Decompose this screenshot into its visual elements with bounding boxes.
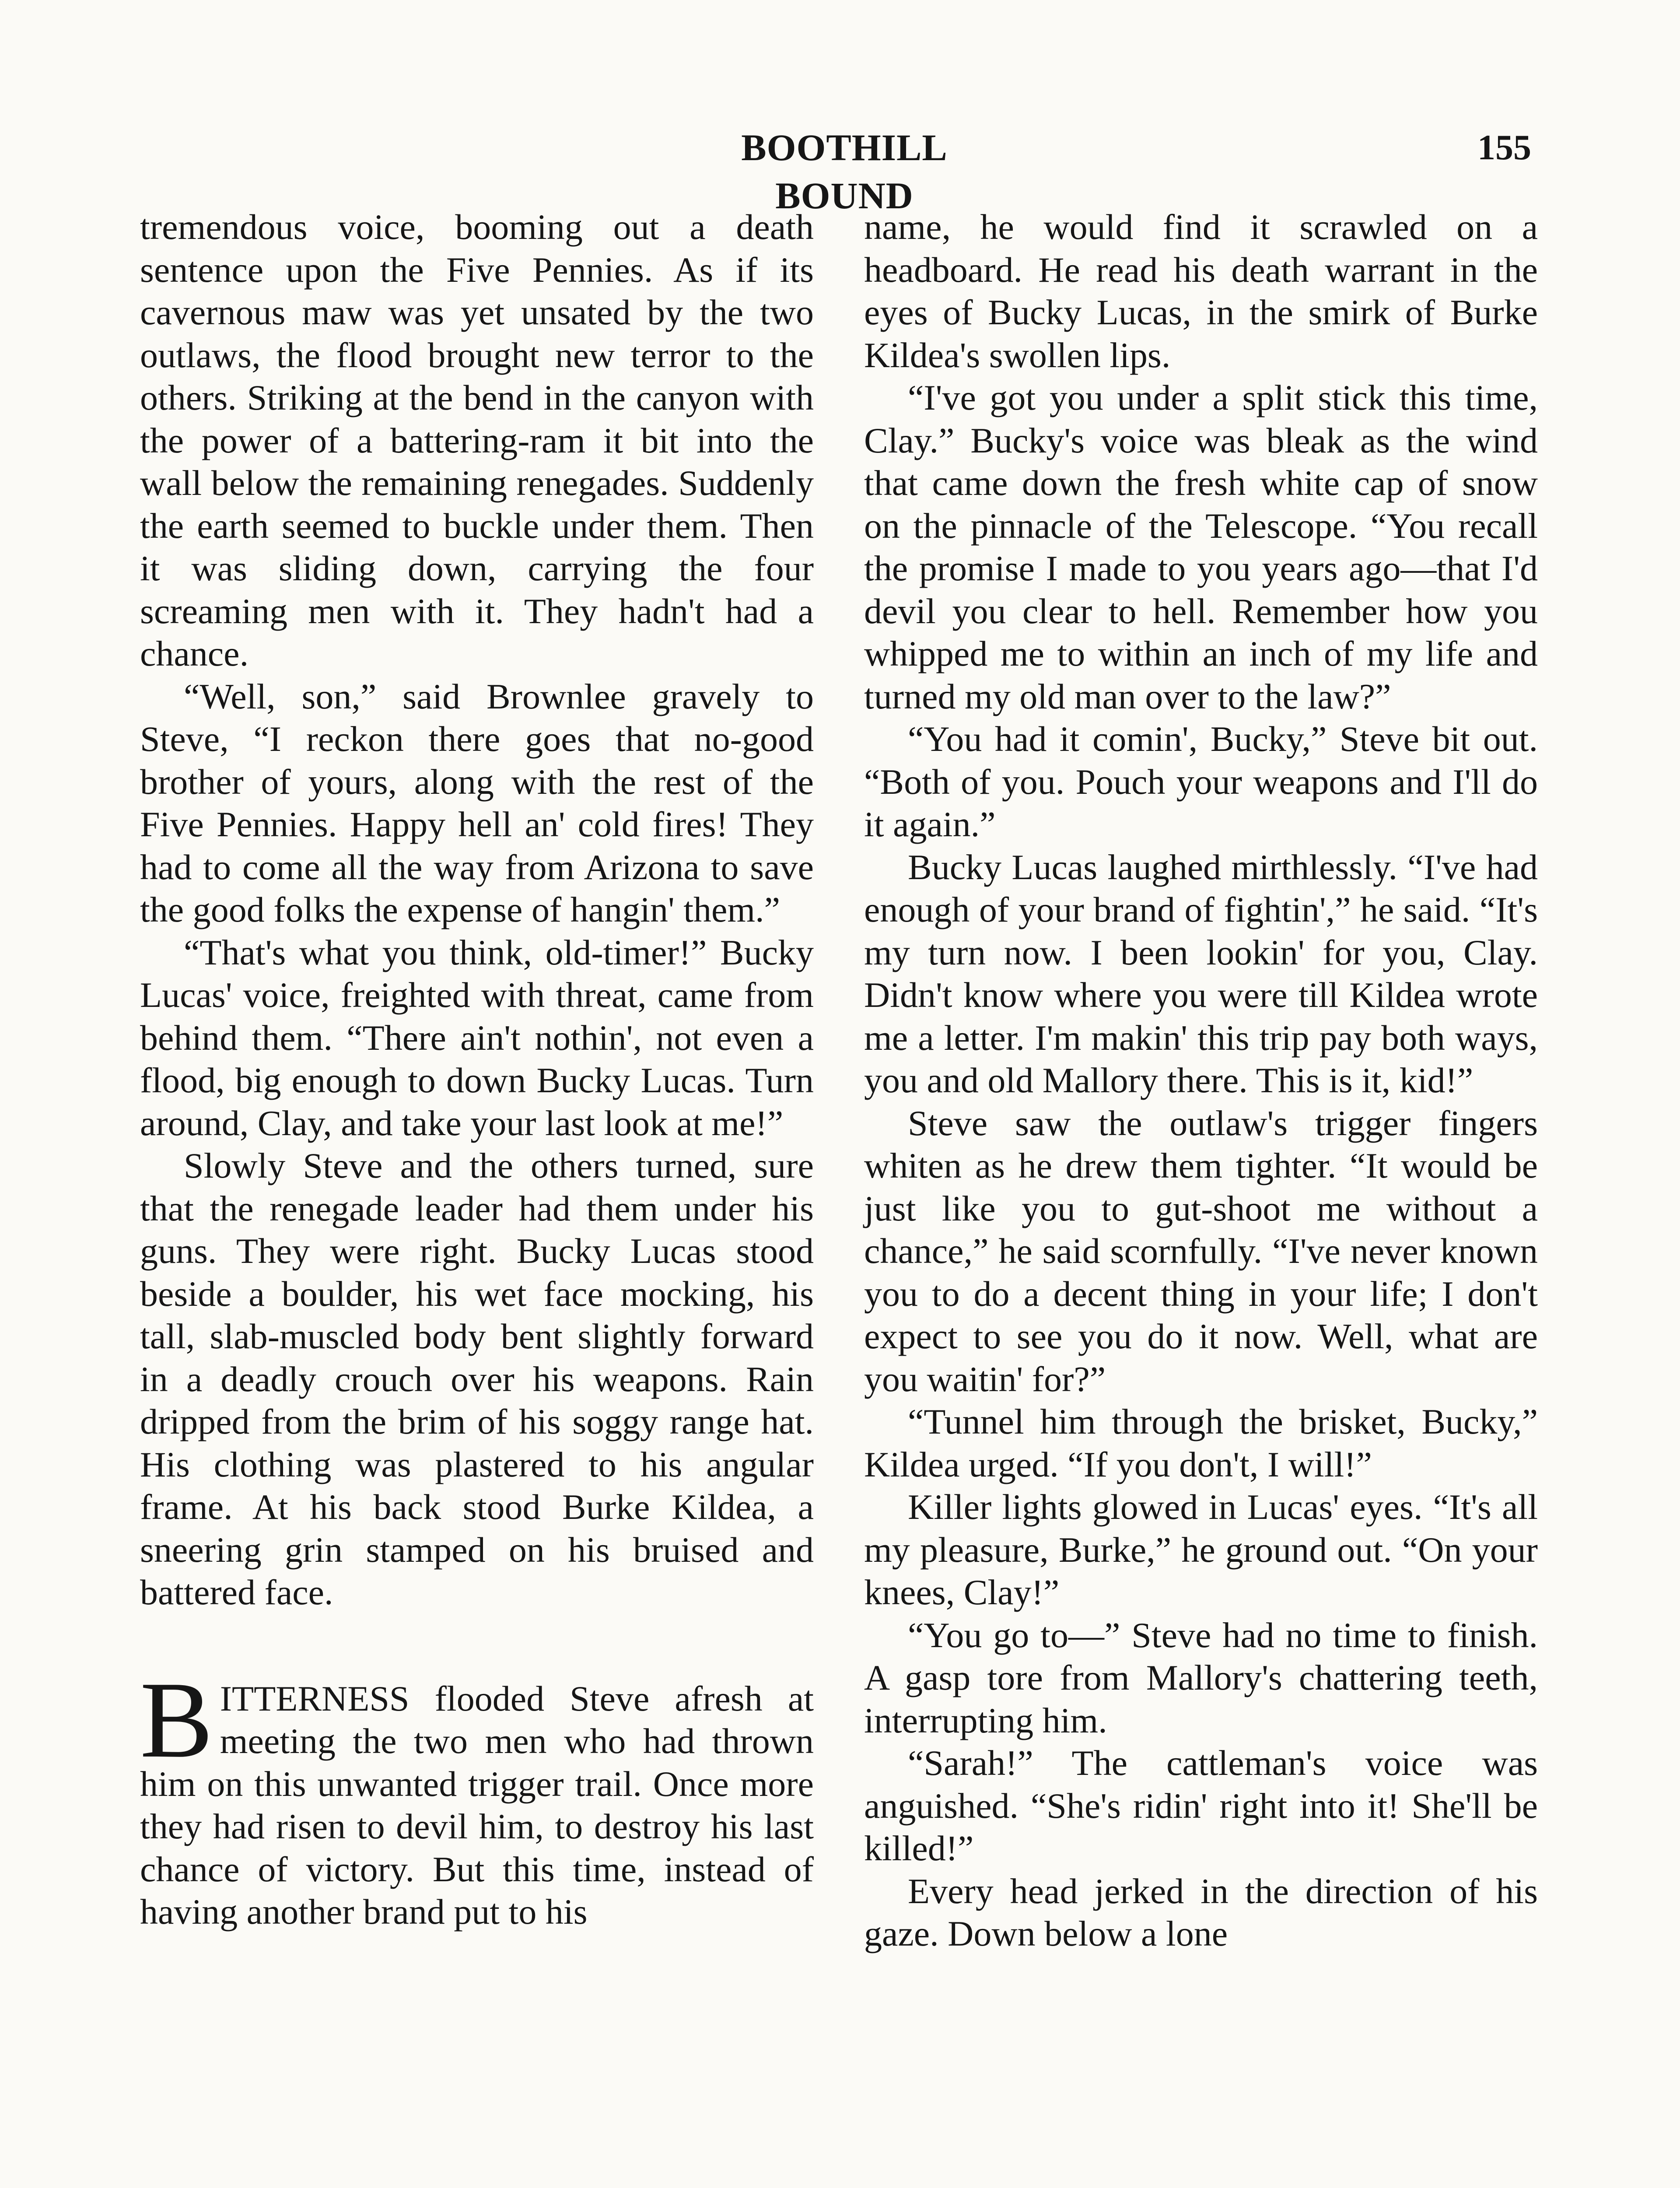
paragraph: Slowly Steve and the others turned, sure that the renegade leader had them under his guns. They were right. Bucky Lucas stood beside a boulder, his wet face mocking, his tall, slab-muscled body bent slightly forward in a deadly crouch over his weapons. Rain dripped from the brim of his soggy range hat. His clothing was plastered to his angular frame. At his back stood Burke Kildea, a sneering grin stamped on his bruised and battered face. <box>140 1146 814 1612</box>
paragraph: name, he would find it scrawled on a headboard. He read his death warrant in the eyes of Bucky Lucas, in the smirk of Burke Kildea's swollen lips. <box>864 207 1538 375</box>
paragraph: Steve saw the outlaw's trigger fingers whiten as he drew them tighter. “It would be just like you to gut-shoot me without a chance,” he said scornfully. “I've never known you to do a decent thing in your life; I don't expect to see you do it now. Well, what are you waitin' for?” <box>864 1103 1538 1399</box>
running-title: BOOTHILL BOUND <box>741 126 948 217</box>
page-number: 155 <box>1477 127 1531 167</box>
paragraph: “Tunnel him through the brisket, Bucky,” Kildea urged. “If you don't, I will!” <box>864 1402 1538 1484</box>
page-header <box>0 123 1680 217</box>
paragraph: “Sarah!” The cattleman's voice was anguished. “She's ridin' right into it! She'll be killed!” <box>864 1743 1538 1868</box>
section-opening-text: ITTERNESS flooded Steve afresh at meeting the two men who had thrown him on this unwanted trigger trail. Once more they had risen to devil him, to destroy his last chance of victory. But this time, instead of having another brand put to his <box>140 1678 814 1932</box>
drop-cap: B <box>140 1659 213 1781</box>
section-opening-paragraph <box>140 1659 814 1933</box>
paragraph: Killer lights glowed in Lucas' eyes. “It's all my pleasure, Burke,” he ground out. “On your knees, Clay!” <box>864 1487 1538 1612</box>
paragraph: “I've got you under a split stick this time, Clay.” Bucky's voice was bleak as the wind that came down the fresh white cap of snow on the pinnacle of the Telescope. “You recall the promise I made to you years ago—that I'd devil you clear to hell. Remember how you whipped me to within an inch of my life and turned my old man over to the law?” <box>864 378 1538 716</box>
paragraph: “You had it comin', Bucky,” Steve bit out. “Both of you. Pouch your weapons and I'll do it again.” <box>864 719 1538 844</box>
left-column <box>140 206 814 1933</box>
right-column <box>864 206 1538 1955</box>
paragraph: “Well, son,” said Brownlee gravely to Steve, “I reckon there goes that no-good brother of yours, along with the rest of the Five Pennies. Happy hell an' cold fires! They had to come all the way from Arizona to save the good folks the expense of hangin' them.” <box>140 676 814 929</box>
paragraph: tremendous voice, booming out a death sentence upon the Five Pennies. As if its cavernous maw was yet unsated by the two outlaws, the flood brought new terror to the others. Striking at the bend in the canyon with the power of a battering-ram it bit into the wall below the remaining renegades. Suddenly the earth seemed to buckle under them. Then it was sliding down, carrying the four screaming men with it. They hadn't had a chance. <box>140 207 814 673</box>
paragraph: “You go to—” Steve had no time to finish. A gasp tore from Mallory's chattering teeth, interrupting him. <box>864 1615 1538 1740</box>
paragraph: “That's what you think, old-timer!” Bucky Lucas' voice, freighted with threat, came from behind them. “There ain't nothin', not even a flood, big enough to down Bucky Lucas. Turn around, Clay, and take your last look at me!” <box>140 932 814 1143</box>
paragraph: Every head jerked in the direction of his gaze. Down below a lone <box>864 1871 1538 1953</box>
paragraph: Bucky Lucas laughed mirthlessly. “I've had enough of your brand of fightin',” he said. “It's my turn now. I been lookin' for you, Clay. Didn't know where you were till Kildea wrote me a letter. I'm makin' this trip pay both ways, you and old Mallory there. This is it, kid!” <box>864 847 1538 1100</box>
